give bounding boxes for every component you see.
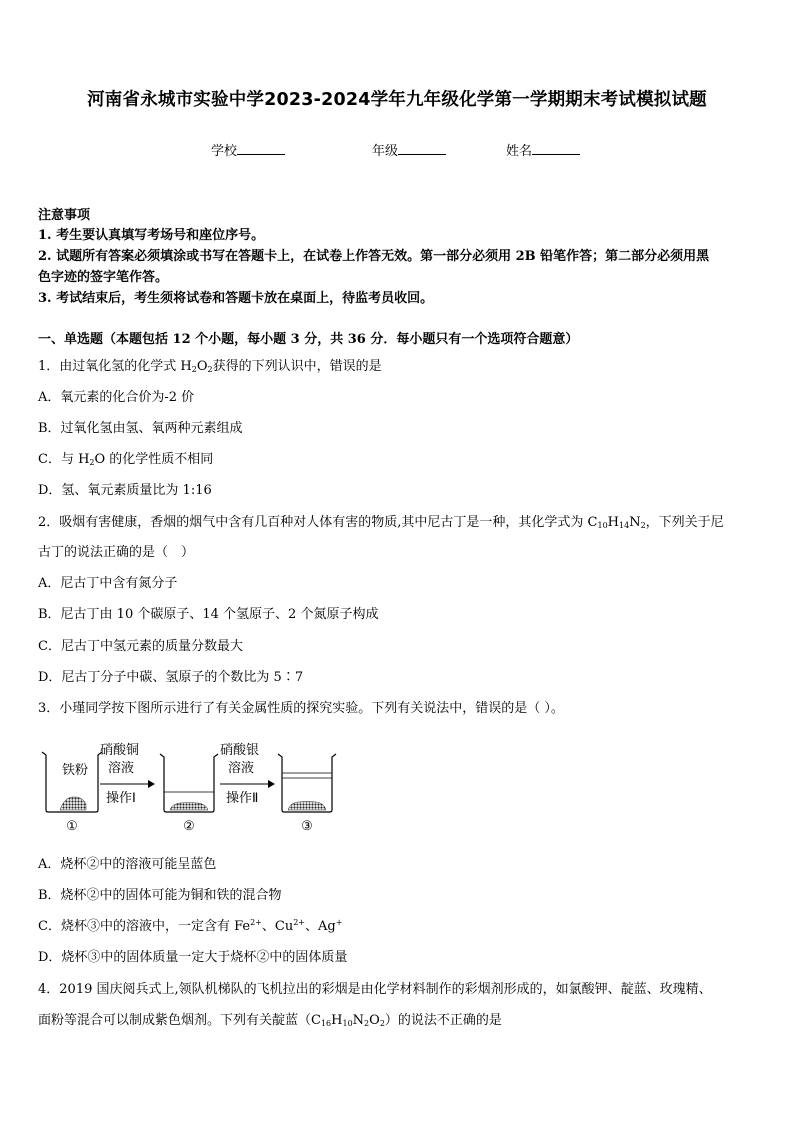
q1-option-a[interactable]: A．氧元素的化合价为-2 价: [38, 390, 195, 405]
solid-3: [288, 802, 326, 811]
reagent-2-line-1: 硝酸银: [220, 742, 260, 757]
q2-option-a[interactable]: A．尼古丁中含有氮分子: [38, 576, 178, 591]
beaker-3-number: ③: [301, 819, 313, 834]
notice-item-2: 2. 试题所有答案必须填涂或书写在答题卡上，在试卷上作答无效。第一部分必须用 2B 铅笔作答；第二部分必须用黑: [38, 249, 710, 264]
q1-stem: 1．由过氧化氢的化学式 $H_2O_2$获得的下列认识中，错误的是: [38, 359, 382, 374]
name-blank[interactable]: [532, 142, 580, 155]
operation-2: 操作Ⅱ: [226, 790, 259, 805]
q2-stem-cont: 古丁的说法正确的是（ ）: [38, 545, 195, 560]
name-field: [506, 140, 580, 159]
q3-option-a[interactable]: A．烧杯②中的溶液可能呈蓝色: [38, 857, 217, 872]
arrow-1: [100, 780, 155, 788]
exam-title: 河南省永城市实验中学2023-2024学年九年级化学第一学期期末考试模拟试题: [87, 90, 707, 110]
arrow-2: [220, 780, 275, 788]
q2-stem: 2．吸烟有害健康，香烟的烟气中含有几百种对人体有害的物质,其中尼古丁是一种，其化学式为 $C_{10}H_{14}N_2$，下列关于尼: [38, 515, 724, 530]
q1-option-b[interactable]: B．过氧化氢由氢、氧两种元素组成: [38, 421, 243, 436]
notice-heading: 注意事项: [38, 208, 91, 223]
q3-option-d[interactable]: D．烧杯③中的固体质量一定大于烧杯②中的固体质量: [38, 950, 348, 965]
reagent-1-line-2: 溶液: [108, 760, 135, 775]
solid-2: [170, 803, 208, 811]
grade-blank[interactable]: [398, 142, 446, 155]
reagent-2-line-2: 溶液: [228, 760, 255, 775]
operation-1: 操作Ⅰ: [106, 790, 136, 805]
school-blank[interactable]: [237, 142, 285, 155]
experiment-figure: [38, 740, 338, 836]
section-heading: 一、单选题（本题包括 12 个小题，每小题 3 分，共 36 分．每小题只有一个选项符合题意）: [38, 332, 579, 347]
school-label: 学校: [211, 144, 238, 159]
iron-powder: [60, 797, 86, 810]
beaker-1: [42, 752, 102, 812]
q1-option-c[interactable]: C．与 $H_2O$ 的化学性质不相同: [38, 452, 214, 467]
beaker-1-label: 铁粉: [62, 762, 89, 777]
grade-label: 年级: [372, 144, 399, 159]
grade-field: [372, 140, 446, 159]
notice-item-1: 1. 考生要认真填写考场号和座位序号。: [38, 228, 265, 243]
beaker-2-number: ②: [183, 819, 195, 834]
notice-item-2-cont: 色字迹的签字笔作答。: [38, 270, 169, 285]
q3-option-c[interactable]: C．烧杯③中的溶液中，一定含有 $Fe^{2+}$、$Cu^{2+}$、Ag+: [38, 918, 343, 934]
school-field: [211, 140, 285, 159]
q2-option-c[interactable]: C．尼古丁中氢元素的质量分数最大: [38, 639, 243, 654]
q3-option-b[interactable]: B．烧杯②中的固体可能为铜和铁的混合物: [38, 888, 282, 903]
q2-option-b[interactable]: B．尼古丁由 10 个碳原子、14 个氢原子、2 个氮原子构成: [38, 607, 379, 622]
q1-option-d[interactable]: D．氢、氧元素质量比为 1:16: [38, 483, 212, 498]
notice-item-3: 3. 考试结束后，考生须将试卷和答题卡放在桌面上，待监考员收回。: [38, 291, 434, 306]
q4-stem: 4．2019 国庆阅兵式上,领队机梯队的飞机拉出的彩烟是由化学材料制作的彩烟剂形成的，如氯酸钾、靛蓝、玫瑰精、: [38, 982, 712, 997]
reagent-1-line-1: 硝酸铜: [100, 742, 140, 757]
beaker-1-number: ①: [66, 819, 78, 834]
name-label: 姓名: [506, 144, 533, 159]
q4-stem-cont: 面粉等混合可以制成紫色烟剂。下列有关靛蓝$(C_{16}H_{10}N_2O_2)$的说法不正确的是: [38, 1013, 502, 1028]
q3-stem: 3．小瑾同学按下图所示进行了有关金属性质的探究实验。下列有关说法中，错误的是（ ）。: [38, 701, 564, 716]
beaker-2: [160, 754, 218, 812]
q2-option-d[interactable]: D．尼古丁分子中碳、氢原子的个数比为 5∶7: [38, 670, 304, 685]
beaker-3: [278, 754, 336, 812]
